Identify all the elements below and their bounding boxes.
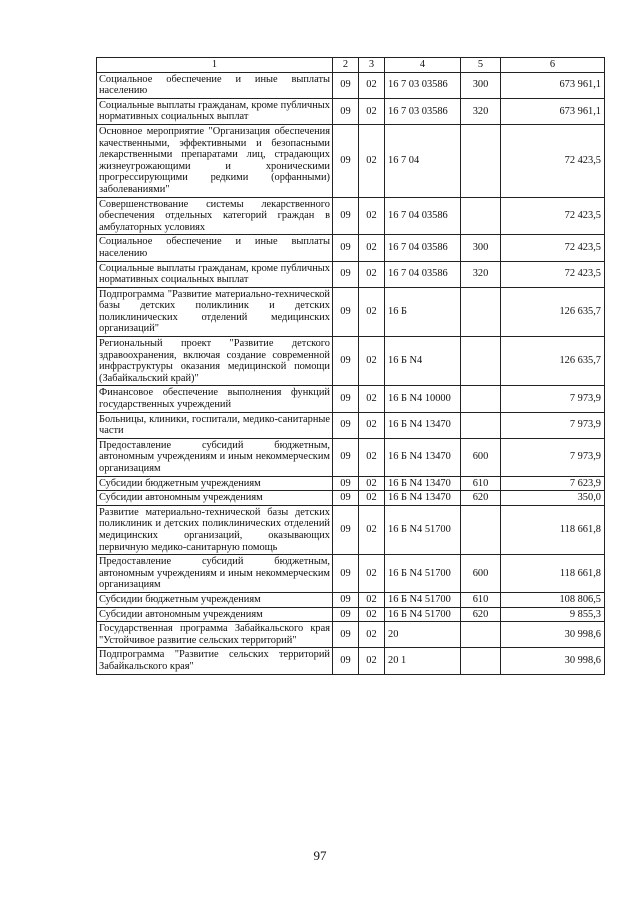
table-row bbox=[97, 592, 605, 607]
row-target-code-cell: 16 Б N4 51700 bbox=[385, 505, 461, 554]
row-amount-cell: 126 635,7 bbox=[501, 287, 605, 336]
row-subsection-cell: 02 bbox=[359, 491, 385, 506]
row-expense-type-cell: 600 bbox=[461, 555, 501, 593]
row-name-cell: Финансовое обеспечение выполнения функций государственных учреждений bbox=[97, 386, 333, 412]
row-subsection-cell: 02 bbox=[359, 438, 385, 476]
budget-table bbox=[96, 57, 605, 675]
row-subsection-cell: 02 bbox=[359, 412, 385, 438]
row-section-cell: 09 bbox=[333, 287, 359, 336]
row-amount-cell: 118 661,8 bbox=[501, 555, 605, 593]
row-target-code-cell: 16 Б N4 bbox=[385, 337, 461, 386]
row-section-cell: 09 bbox=[333, 98, 359, 124]
row-amount-cell: 118 661,8 bbox=[501, 505, 605, 554]
table-row bbox=[97, 622, 605, 648]
row-expense-type-cell bbox=[461, 412, 501, 438]
row-expense-type-cell bbox=[461, 197, 501, 235]
table-row bbox=[97, 412, 605, 438]
row-subsection-cell: 02 bbox=[359, 261, 385, 287]
row-expense-type-cell bbox=[461, 337, 501, 386]
row-target-code-cell: 16 7 03 03586 bbox=[385, 98, 461, 124]
row-amount-cell: 72 423,5 bbox=[501, 261, 605, 287]
row-name-cell: Подпрограмма "Развитие сельских территорий Забайкальского края" bbox=[97, 648, 333, 674]
row-amount-cell: 126 635,7 bbox=[501, 337, 605, 386]
row-section-cell: 09 bbox=[333, 607, 359, 622]
table-row bbox=[97, 555, 605, 593]
row-amount-cell: 7 973,9 bbox=[501, 438, 605, 476]
row-subsection-cell: 02 bbox=[359, 622, 385, 648]
row-section-cell: 09 bbox=[333, 197, 359, 235]
row-subsection-cell: 02 bbox=[359, 607, 385, 622]
row-target-code-cell: 16 7 04 03586 bbox=[385, 261, 461, 287]
budget-table-container bbox=[96, 57, 604, 675]
table-row bbox=[97, 72, 605, 98]
row-name-cell: Социальное обеспечение и иные выплаты населению bbox=[97, 72, 333, 98]
row-name-cell: Социальные выплаты гражданам, кроме публичных нормативных социальных выплат bbox=[97, 98, 333, 124]
row-target-code-cell: 16 Б N4 13470 bbox=[385, 476, 461, 491]
row-expense-type-cell bbox=[461, 124, 501, 197]
row-expense-type-cell bbox=[461, 287, 501, 336]
row-name-cell: Субсидии бюджетным учреждениям bbox=[97, 476, 333, 491]
table-row bbox=[97, 124, 605, 197]
row-target-code-cell: 16 Б N4 13470 bbox=[385, 438, 461, 476]
table-row bbox=[97, 337, 605, 386]
row-name-cell: Совершенствование системы лекарственного обеспечения отдельных категорий граждан в амбулаторных условиях bbox=[97, 197, 333, 235]
row-target-code-cell: 16 Б N4 10000 bbox=[385, 386, 461, 412]
row-name-cell: Предоставление субсидий бюджетным, автономным учреждениям и иным некоммерческим организациям bbox=[97, 555, 333, 593]
row-name-cell: Основное мероприятие "Организация обеспечения качественными, эффективными и безопасными лекарственными препаратами лиц, страдающих жизнеугрожающими и хроническими прогрессирующими редкими (орфанными) заболеваниями" bbox=[97, 124, 333, 197]
row-target-code-cell: 16 Б N4 13470 bbox=[385, 412, 461, 438]
table-row bbox=[97, 438, 605, 476]
row-name-cell: Больницы, клиники, госпитали, медико-санитарные части bbox=[97, 412, 333, 438]
row-section-cell: 09 bbox=[333, 72, 359, 98]
row-target-code-cell: 20 1 bbox=[385, 648, 461, 674]
table-row bbox=[97, 607, 605, 622]
row-section-cell: 09 bbox=[333, 622, 359, 648]
table-header-row bbox=[97, 58, 605, 73]
row-target-code-cell: 16 Б N4 51700 bbox=[385, 607, 461, 622]
row-subsection-cell: 02 bbox=[359, 476, 385, 491]
row-expense-type-cell: 610 bbox=[461, 592, 501, 607]
row-section-cell: 09 bbox=[333, 337, 359, 386]
table-row bbox=[97, 98, 605, 124]
row-name-cell: Региональный проект "Развитие детского здравоохранения, включая создание современной инфраструктуры оказания медицинской помощи (Забайкальский край)" bbox=[97, 337, 333, 386]
row-amount-cell: 30 998,6 bbox=[501, 622, 605, 648]
row-target-code-cell: 16 Б bbox=[385, 287, 461, 336]
row-subsection-cell: 02 bbox=[359, 287, 385, 336]
row-target-code-cell: 16 7 04 03586 bbox=[385, 235, 461, 261]
row-section-cell: 09 bbox=[333, 261, 359, 287]
row-subsection-cell: 02 bbox=[359, 235, 385, 261]
column-header-6: 6 bbox=[501, 58, 605, 73]
row-expense-type-cell bbox=[461, 622, 501, 648]
row-section-cell: 09 bbox=[333, 505, 359, 554]
row-section-cell: 09 bbox=[333, 648, 359, 674]
row-expense-type-cell bbox=[461, 386, 501, 412]
row-expense-type-cell: 600 bbox=[461, 438, 501, 476]
table-row bbox=[97, 505, 605, 554]
column-header-4: 4 bbox=[385, 58, 461, 73]
row-section-cell: 09 bbox=[333, 555, 359, 593]
row-subsection-cell: 02 bbox=[359, 72, 385, 98]
row-amount-cell: 72 423,5 bbox=[501, 124, 605, 197]
table-row bbox=[97, 476, 605, 491]
row-target-code-cell: 16 Б N4 51700 bbox=[385, 555, 461, 593]
column-header-2: 2 bbox=[333, 58, 359, 73]
row-amount-cell: 673 961,1 bbox=[501, 98, 605, 124]
row-expense-type-cell: 320 bbox=[461, 261, 501, 287]
row-amount-cell: 108 806,5 bbox=[501, 592, 605, 607]
row-target-code-cell: 16 7 03 03586 bbox=[385, 72, 461, 98]
row-amount-cell: 673 961,1 bbox=[501, 72, 605, 98]
row-subsection-cell: 02 bbox=[359, 592, 385, 607]
table-row bbox=[97, 261, 605, 287]
row-section-cell: 09 bbox=[333, 592, 359, 607]
row-subsection-cell: 02 bbox=[359, 555, 385, 593]
row-amount-cell: 7 973,9 bbox=[501, 386, 605, 412]
row-section-cell: 09 bbox=[333, 235, 359, 261]
row-subsection-cell: 02 bbox=[359, 124, 385, 197]
row-name-cell: Социальное обеспечение и иные выплаты населению bbox=[97, 235, 333, 261]
row-section-cell: 09 bbox=[333, 438, 359, 476]
row-amount-cell: 7 973,9 bbox=[501, 412, 605, 438]
row-name-cell: Подпрограмма "Развитие материально-технической базы детских поликлиник и детских поликлинических отделений медицинских организаций" bbox=[97, 287, 333, 336]
row-expense-type-cell: 300 bbox=[461, 235, 501, 261]
row-amount-cell: 7 623,9 bbox=[501, 476, 605, 491]
row-target-code-cell: 16 Б N4 13470 bbox=[385, 491, 461, 506]
row-name-cell: Развитие материально-технической базы детских поликлиник и детских поликлинических отделений медицинских организаций, оказывающих первичную медико-санитарную помощь bbox=[97, 505, 333, 554]
row-expense-type-cell bbox=[461, 648, 501, 674]
page-number: 97 bbox=[313, 848, 327, 863]
row-expense-type-cell: 620 bbox=[461, 491, 501, 506]
row-expense-type-cell: 300 bbox=[461, 72, 501, 98]
row-subsection-cell: 02 bbox=[359, 337, 385, 386]
column-header-3: 3 bbox=[359, 58, 385, 73]
row-target-code-cell: 20 bbox=[385, 622, 461, 648]
row-section-cell: 09 bbox=[333, 491, 359, 506]
row-target-code-cell: 16 7 04 03586 bbox=[385, 197, 461, 235]
row-expense-type-cell: 610 bbox=[461, 476, 501, 491]
row-name-cell: Предоставление субсидий бюджетным, автономным учреждениям и иным некоммерческим организациям bbox=[97, 438, 333, 476]
row-amount-cell: 9 855,3 bbox=[501, 607, 605, 622]
table-row bbox=[97, 287, 605, 336]
row-amount-cell: 30 998,6 bbox=[501, 648, 605, 674]
row-name-cell: Субсидии автономным учреждениям bbox=[97, 607, 333, 622]
row-amount-cell: 72 423,5 bbox=[501, 197, 605, 235]
row-expense-type-cell bbox=[461, 505, 501, 554]
column-header-1: 1 bbox=[97, 58, 333, 73]
row-expense-type-cell: 620 bbox=[461, 607, 501, 622]
row-name-cell: Социальные выплаты гражданам, кроме публичных нормативных социальных выплат bbox=[97, 261, 333, 287]
row-name-cell: Субсидии бюджетным учреждениям bbox=[97, 592, 333, 607]
row-name-cell: Субсидии автономным учреждениям bbox=[97, 491, 333, 506]
row-subsection-cell: 02 bbox=[359, 505, 385, 554]
row-section-cell: 09 bbox=[333, 476, 359, 491]
row-section-cell: 09 bbox=[333, 412, 359, 438]
table-row bbox=[97, 386, 605, 412]
row-subsection-cell: 02 bbox=[359, 197, 385, 235]
table-row bbox=[97, 197, 605, 235]
row-subsection-cell: 02 bbox=[359, 648, 385, 674]
row-section-cell: 09 bbox=[333, 124, 359, 197]
row-name-cell: Государственная программа Забайкальского края "Устойчивое развитие сельских территорий" bbox=[97, 622, 333, 648]
table-row bbox=[97, 235, 605, 261]
row-expense-type-cell: 320 bbox=[461, 98, 501, 124]
row-subsection-cell: 02 bbox=[359, 386, 385, 412]
table-row bbox=[97, 491, 605, 506]
row-amount-cell: 72 423,5 bbox=[501, 235, 605, 261]
row-section-cell: 09 bbox=[333, 386, 359, 412]
row-subsection-cell: 02 bbox=[359, 98, 385, 124]
table-row bbox=[97, 648, 605, 674]
row-target-code-cell: 16 7 04 bbox=[385, 124, 461, 197]
column-header-5: 5 bbox=[461, 58, 501, 73]
row-amount-cell: 350,0 bbox=[501, 491, 605, 506]
row-target-code-cell: 16 Б N4 51700 bbox=[385, 592, 461, 607]
table-body bbox=[97, 72, 605, 674]
